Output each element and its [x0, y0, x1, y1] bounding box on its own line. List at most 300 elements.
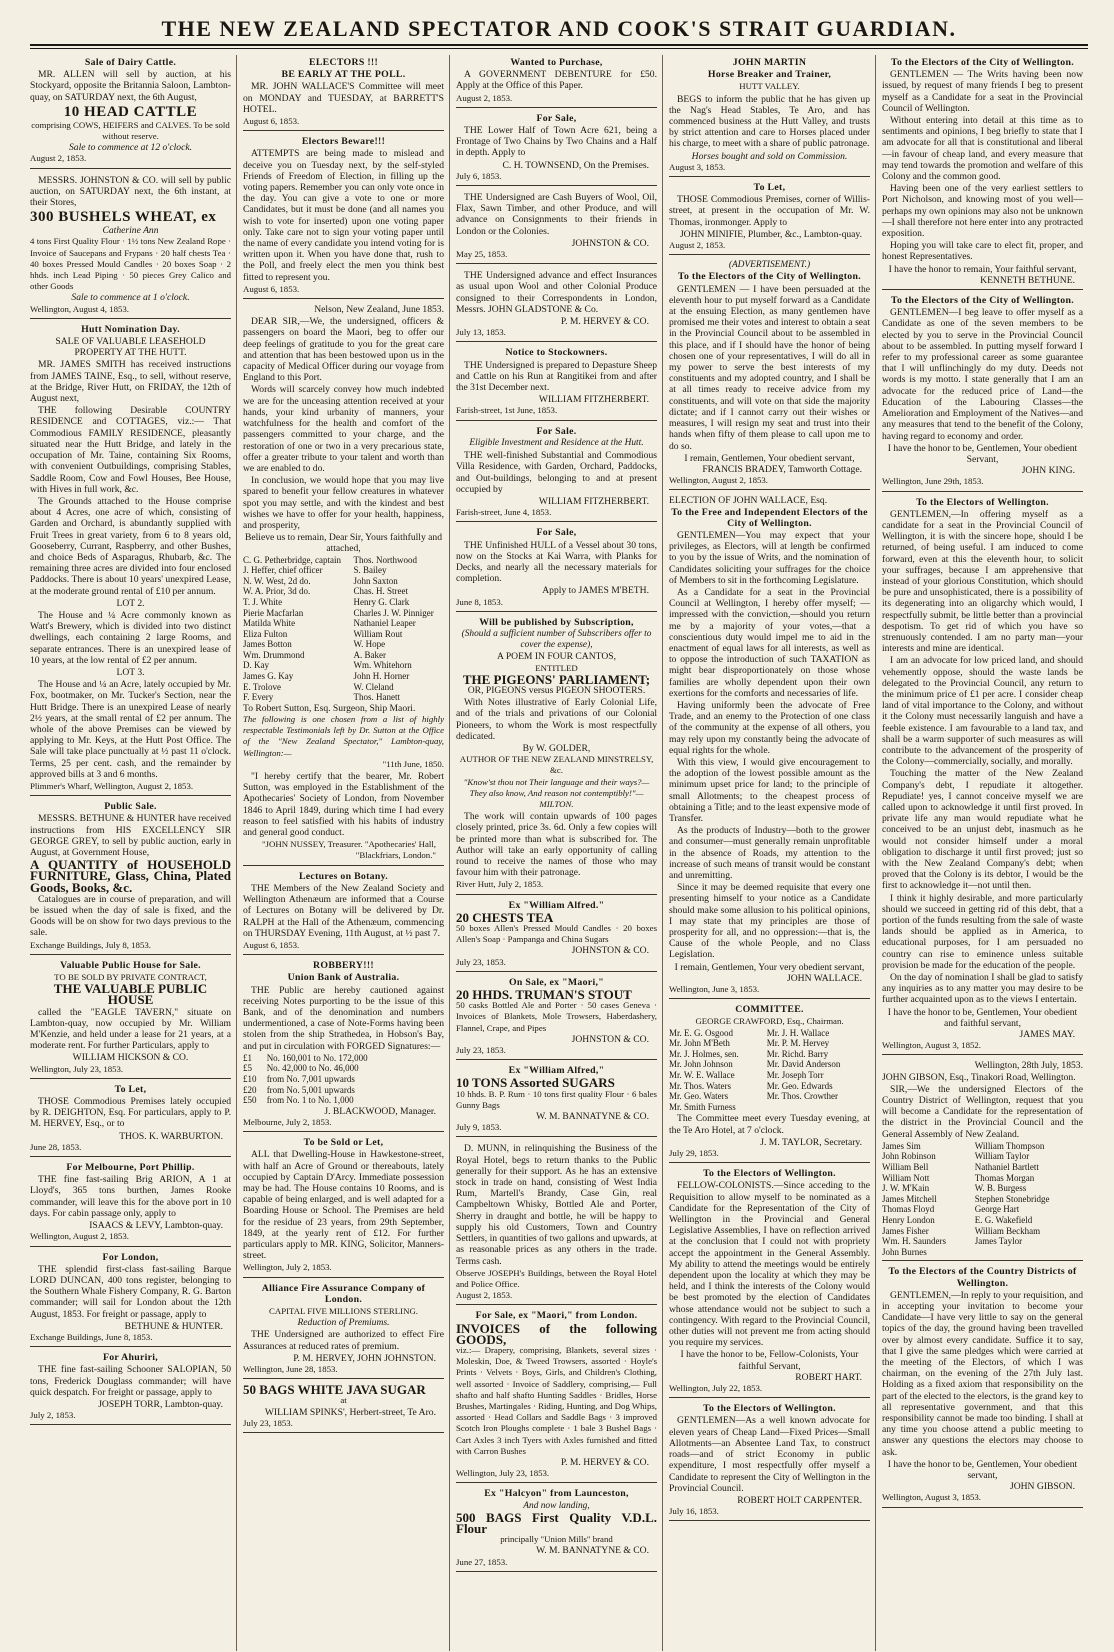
ad-signature: WILLIAM FITZHERBERT. — [538, 495, 649, 507]
ad-carpenter — [669, 1401, 870, 1521]
ad-body: THE well-finished Substantial and Commodious Villa Residence, with Garden, Orchard, Paddocks, and Out-buildings, belonging to and at present occupied by — [456, 450, 657, 495]
committee-row — [669, 1028, 870, 1039]
ad-heading: To the Electors of Wellington. — [703, 1403, 836, 1415]
committee-row — [669, 1038, 870, 1049]
ad-date: Wellington, June 28, 1853. — [243, 1363, 338, 1374]
table-cell: Mr. David Anderson — [766, 1059, 841, 1070]
table-cell: Mr. Geo. Edwards — [766, 1080, 833, 1091]
ad-heading: Sale of Dairy Cattle. — [84, 57, 177, 68]
ad-subheading: Horse Breaker and Trainer, — [707, 69, 832, 81]
ad-display-line: 50 BAGS WHITE JAVA SUGAR — [243, 1382, 426, 1398]
table-cell: Mr. J. H. Wallace — [766, 1027, 830, 1038]
ad-date: Wellington, August 2, 1853. — [669, 475, 768, 486]
ad-testimonial — [243, 302, 444, 866]
ad-date: July 6, 1853. — [456, 170, 502, 181]
ad-display-line: 20 HHDS. TRUMAN'S STOUT — [456, 987, 632, 1003]
ad-title: SALE OF VALUABLE LEASEHOLD PROPERTY AT THE HUTT. — [55, 336, 206, 359]
note-row — [243, 1074, 444, 1085]
masthead-rule — [30, 44, 1088, 49]
ad-body: DEAR SIR,—We, the undersigned, officers & passengers on board the Maori, beg to offer our deep feelings of gratitude to you for the great care and attention that has been bestowed upon us in the capacity of Medical Officer during our voyage from England to this Port. — [243, 316, 444, 384]
ad-lot: LOT 3. — [116, 666, 145, 678]
elector-row — [882, 1194, 1083, 1205]
ad-date: Farish-street, 1st June, 1853. — [456, 405, 558, 416]
ad-dairy-cattle — [30, 55, 231, 169]
signatory-row — [243, 650, 444, 661]
ad-body: As the products of Industry—both to the grower and consumer—must generally remain unprofitable in the absence of Roads, my attention to the increase of such means of transit would be constant and unremitting. — [669, 825, 870, 882]
table-cell — [975, 1247, 1083, 1258]
table-cell: John Robinson — [882, 1151, 936, 1162]
ad-heading: To be Sold or Let, — [303, 1137, 384, 1149]
ad-date: August 6, 1853. — [243, 939, 300, 950]
ad-title: THE PIGEONS' PARLIAMENT; — [462, 671, 651, 687]
ad-insurances — [456, 267, 657, 342]
ad-body: THE fine fast-sailing Schooner SALOPIAN, 50 tons, Frederick Douglass commander; will have quick despatch. For freight or passage, apply to — [30, 1364, 231, 1398]
table-cell: William Bell — [882, 1162, 929, 1173]
ad-heading: Alliance Fire Assurance Company of London. — [261, 1282, 426, 1305]
ad-body: The House and ¼ Acre commonly known as Watt's Brewery, which is divided into two distinct dwellings, each containing 2 large Rooms, and separate entrances. There is an unexpired lease of 10 years, at the low rental of £2 per annum. — [30, 609, 231, 666]
ad-town-acre — [456, 111, 657, 186]
ad-electors — [243, 55, 444, 131]
ad-subheading: CAPITAL FIVE MILLIONS STERLING. — [269, 1305, 418, 1316]
ad-signature: FRANCIS BRADEY, Tamworth Cottage. — [702, 463, 862, 475]
table-cell: £5 — [243, 1063, 252, 1074]
ad-body: Hoping you will take care to elect fit, proper, and honest Representatives. — [882, 240, 1083, 263]
ad-public-sale — [30, 799, 231, 955]
ad-sugars — [456, 1063, 657, 1137]
ad-heading: COMMITTEE. — [735, 1004, 804, 1016]
ad-date: July 9, 1853. — [456, 1122, 502, 1133]
ad-signature: KENNETH BETHUNE. — [980, 274, 1075, 286]
ad-ahuriri-ship — [30, 1350, 231, 1425]
signatory-row — [243, 597, 444, 608]
signatory-row — [243, 608, 444, 619]
ad-closing: I have the honor to remain, Your faithful servant, — [888, 263, 1077, 275]
ad-heading: Ex "Halcyon" from Launceston, — [484, 1488, 629, 1500]
ad-wallace — [669, 493, 870, 999]
table-cell: T. J. White — [243, 596, 283, 607]
ad-note: Horses bought and sold on Commission. — [691, 150, 848, 162]
ad-hart — [669, 1166, 870, 1398]
ad-heading: ELECTORS !!! — [308, 57, 379, 68]
ad-date: Wellington, July 23, 1853. — [30, 1063, 124, 1074]
ad-display-line: A QUANTITY of HOUSEHOLD FURNITURE, Glass, China, Plated Goods, Books, &c. — [30, 857, 231, 895]
ad-body: THE following Desirable COUNTRY RESIDENCE and COTTAGES, viz.:— That Commodious FAMILY RESIDENCE, pleasantly situated near the Hutt Bridge, and lately in the occupation of Mr. Taine, containing Six Rooms, with convenient Outbuildings, comprising Stables, Saddle Room, Cow and Fowl Houses, Bee House, with Hives in full work, &c. — [30, 405, 231, 495]
ad-bethune — [882, 55, 1083, 290]
table-cell: James Fisher — [882, 1225, 929, 1236]
ad-goods — [456, 1308, 657, 1483]
table-cell: Mr. Thos. Waters — [669, 1080, 731, 1091]
ad-date: August 6, 1853. — [243, 283, 300, 294]
table-cell: F. Every — [243, 692, 274, 703]
ad-heading: Public Sale. — [104, 801, 157, 813]
ad-addressee: To Robert Sutton, Esq. Surgeon, Ship Maori. — [243, 702, 416, 714]
ad-closing: I remain, Gentlemen, Your very obedient servant, — [674, 961, 865, 973]
ad-gibson-requisition — [882, 1058, 1083, 1261]
ad-horse-breaker — [669, 55, 870, 177]
ad-body: With Notes illustrative of Early Colonial Life, and of the trials and privations of our Colonial Pioneers, to whom the Work is most respectfully dedicated. — [456, 697, 657, 742]
ad-body: GENTLEMEN — I have been persuaded at the eleventh hour to put myself forward as a Candidate at the ensuing Election, as many gentlemen have promised me their votes and interest to obtain a seat in the Provincial Council about to be assembled in this place, and if I should have the honor of being chosen one of your representatives, I will do all in my power to serve the best interests of my constituents and my adopted country, and I shall be at all times ready to receive advice from my constituents, and will vote on that side the majority dictate; and if I cannot carry out their wishes or measures, I will resign my seat and trust into their hands when fifty of them please to call upon me to do so. — [669, 283, 870, 452]
ad-date: Melbourne, July 2, 1853. — [243, 1116, 332, 1127]
ad-signature: ROBERT HART. — [795, 1371, 862, 1383]
committee-row — [669, 1081, 870, 1092]
ad-stockowners — [456, 345, 657, 420]
ad-body: MESSRS. BETHUNE & HUNTER have received instructions from HIS EXCELLENCY SIR GEORGE GREY, to sell by public auction, early in August, at Government House, — [30, 813, 231, 858]
table-cell: W. A. Prior, 3d do. — [243, 586, 311, 597]
table-cell: from No. 1 to No. 1,000 — [266, 1095, 354, 1106]
ad-body: Catalogues are in course of preparation, and will be issued when the day of sale is fixed, and the Goods will be on show for two days previous to the sale. — [30, 893, 231, 939]
ad-body: THE Public are hereby cautioned against receiving Notes purporting to be the issue of this Bank, and of the denomination and numbers undermentioned, a case of Note-Forms having been stolen from the ship Strathedea, in Hobson's Bay, and put in circulation with FORGED Signatures:— — [243, 984, 444, 1052]
ad-text: principally "Union Mills" brand — [500, 1534, 613, 1545]
ad-author-note: AUTHOR OF THE NEW ZEALAND MINSTRELSY, &c. — [459, 754, 654, 776]
ad-body: THE Undersigned advance and effect Insurances as usual upon Wool and other Colonial Produce consigned to their Correspondents in London, Messrs. JOHN GLADSTONE & Co. — [456, 270, 657, 315]
table-cell: Thomas Floyd — [882, 1204, 935, 1215]
ad-subheading: Reduction of Premiums. — [297, 1317, 390, 1329]
ad-body: Touching the matter of the New Zealand Company's debt, I repudiate it altogether. Repudiate! yes, I cannot conceive myself we are called upon to acknowledge it until first proved. In private life any man would repudiate what he conceived to be an unjust debt, inasmuch as he would not consider himself under a moral obligation to discharge it until first proved; just so with the New Zealand Company's debt; when proved that the Colony is its debtor, I would be the first to acknowledge it—not until then. — [882, 768, 1083, 892]
ad-heading: For Sale. — [536, 425, 577, 437]
ad-signature: W. M. BANNATYNE & CO. — [536, 1545, 649, 1557]
note-row — [243, 1053, 444, 1064]
table-cell: Mr. Thos. Crowther — [766, 1091, 839, 1102]
ad-date: June 27, 1853. — [456, 1556, 508, 1567]
ad-subheading: BE EARLY AT THE POLL. — [281, 69, 406, 81]
ad-heading: For London, — [102, 1251, 159, 1263]
columns — [30, 55, 1088, 1651]
ad-body: On the day of nomination I shall be glad to satisfy any inquiries as to any matter you may desire to be further acquainted upon as to the views I entertain. — [882, 972, 1083, 1006]
ad-date: Wellington, August 3, 1853. — [882, 1492, 981, 1503]
ad-closing: Believe us to remain, Dear Sir, Yours faithfully and attached, — [244, 532, 443, 555]
table-cell: Mr. P. M. Hervey — [766, 1038, 830, 1049]
ad-date: Wellington, June 29th, 1853. — [882, 476, 984, 487]
ad-body: SIR,—We the undersigned Electors of the Country District of Wellington, request that you will become a Candidate for the representation of the district in the Provincial Council and the General Assembly of New Zealand. — [882, 1083, 1083, 1140]
ad-display-line: THE VALUABLE PUBLIC HOUSE — [53, 981, 208, 1008]
ad-signature: JAMES MAY. — [1019, 1029, 1075, 1041]
table-cell: E. Trolove — [243, 681, 282, 692]
ad-signature: JOHNSTON & CO. — [571, 237, 649, 249]
ad-king — [882, 293, 1083, 491]
ad-body: THE Lower Half of Town Acre 621, being a Frontage of Two Chains by Two Chains and a Half in depth. Apply to — [456, 125, 657, 159]
table-cell: Eliza Fulton — [243, 628, 288, 639]
ad-date: Plimmer's Wharf, Wellington, August 2, 1853. — [30, 780, 194, 791]
ad-heading: JOHN MARTIN — [732, 57, 807, 68]
ad-heading: For Ahuriri, — [102, 1352, 159, 1364]
ad-date: Wellington, August 3, 1852. — [882, 1040, 981, 1051]
ad-signature: WILLIAM HICKSON & CO. — [72, 1052, 189, 1064]
ad-body: ATTEMPTS are being made to mislead and deceive you on Tuesday next, by the self-styled Friends of Freedom of Election, in filling up the voting papers. Remember you can only vote once in the day. You can give a vote to one or more Candidates, but it must be done (and all names you wish to vote for inserted) upon one voting paper only. Take care not to sign your voting paper until the name of every candidate you intend voting for is written upon it. When you have done that, rush to the Poll, and freely elect the men you think best fitted to represent you. — [243, 148, 444, 283]
ad-body: MR. ALLEN will sell by auction, at his Stockyard, opposite the Britannia Saloon, Lambton-quay, on SATURDAY next, the 6th August, — [30, 69, 231, 103]
ad-heading: For Sale, — [536, 527, 577, 539]
table-cell: Mr. Richd. Barry — [766, 1048, 829, 1059]
ad-heading: To the Electors of the City of Wellington. — [678, 271, 861, 283]
table-cell: John Burnes — [882, 1246, 927, 1257]
ad-ship: Catherine Ann — [102, 225, 159, 237]
ad-body: The Grounds attached to the House comprise about 4 Acres, one acre of which, consisting of Garden and Orchard, is abundantly supplied with Fruit Trees in great variety, from 6 to 8 years old, Gooseberry, Currant, Raspberry, and other Bushes, and choice Beds of Asparagus, Rhubarb, &c. The remaining three acres are divided into four enclosed Paddocks. There is about 10 years' unexpired Lease, at the moderate ground rental of £10 per annum. — [30, 495, 231, 597]
ad-addressee: JOHN GIBSON, Esq., Tinakori Road, Wellington. — [882, 1071, 1076, 1083]
ad-heading: To Let, — [753, 182, 786, 194]
table-cell: Pierie Macfarlan — [243, 607, 304, 618]
ad-heading: Wanted to Purchase, — [510, 57, 603, 68]
ad-body: Having been one of the very earliest settlers to Port Nicholson, and knowing most of you well—perhaps my own opinions may also not be unknown—I shall therefore not here enter into any protracted exposition. — [882, 183, 1083, 240]
ad-title: A POEM IN FOUR CANTOS, — [497, 651, 616, 663]
ad-body: THOSE Commodious Premises, corner of Willis-street, at present in the occupation of Mr. W. Thomas, ironmonger. Apply to — [669, 194, 870, 228]
elector-row — [882, 1183, 1083, 1194]
signatory-row — [243, 565, 444, 576]
ad-lot: LOT 2. — [116, 597, 145, 609]
ad-heading: Valuable Public House for Sale. — [60, 959, 201, 971]
ad-display-line: 10 HEAD CATTLE — [63, 103, 198, 120]
ad-to-let — [30, 1082, 231, 1157]
ad-cash-buyers — [456, 189, 657, 264]
ad-date: July 16, 1853. — [669, 1506, 719, 1517]
ad-display-line: 500 BAGS First Quality V.D.L. Flour — [456, 1509, 657, 1536]
ad-date: River Hutt, July 2, 1853. — [456, 879, 544, 890]
ad-body: MR. JAMES SMITH has received instructions from JAMES TAINE, Esq., to sell, without reserve, at the Bridge, River Hutt, on FRIDAY, the 12th of August next, — [30, 359, 231, 405]
ad-signature: ROBERT HOLT CARPENTER. — [737, 1494, 862, 1506]
ad-signature: P. M. HERVEY, JOHN JOHNSTON. — [293, 1352, 436, 1364]
elector-row — [882, 1151, 1083, 1162]
ad-author: By W. GOLDER, — [522, 742, 591, 754]
ad-signature: J. BLACKWOOD, Manager. — [324, 1105, 436, 1117]
signatory-row — [243, 660, 444, 671]
ad-heading: Ex "William Alfred." — [508, 899, 605, 911]
ad-body: Without entering into detail at this time as to sentiments and opinions, I beg briefly to state that I am advocate for all that is constitutional and liberal—in favour of cheap land, and every measure that may tend towards the promotion and welfare of this Colony and the common good. — [882, 115, 1083, 183]
ad-body: In conclusion, we would hope that you may live spared to benefit your fellow creatures in whatever spot you may settle, and with the kindest and best wishes we have to offer for your health, happiness, and prosperity, — [243, 475, 444, 531]
elector-row — [882, 1204, 1083, 1215]
ad-flour — [456, 1486, 657, 1571]
ad-body: Having uniformly been the advocate of Free Trade, and an enemy to the Protection of one class of the community at the expense of all others, you may rely upon my constantly being the advocate of equal rights for the whole. — [669, 699, 870, 756]
ad-heading: To the Electors of the City of Wellington. — [891, 295, 1074, 307]
ad-body: As a Candidate for a seat in the Provincial Council at Wellington, I hereby offer myself; —impressed with the conviction,—should you return me by a majority of your votes,—that a conscientious duty would impel me to aid in the enactment of equal laws for all interests, as well as to oppose the introduction of such TAXATION as might bear disproportionately on those whose families are wholly dependent upon their own exertions for the comforts and necessaries of life. — [669, 586, 870, 699]
table-cell — [767, 1102, 870, 1113]
ad-body: THE Undersigned is prepared to Depasture Sheep and Cattle on his Run at Rangitikei from and after the 31st December next. — [456, 359, 657, 394]
table-cell: Mr. E. G. Osgood — [669, 1027, 734, 1038]
table-cell: £20 — [243, 1084, 257, 1095]
ad-date: August 6, 1853. — [243, 116, 300, 127]
column-3 — [456, 55, 663, 1651]
table-cell: J. W. M'Kain — [882, 1183, 930, 1194]
ad-date: August 2, 1853. — [669, 240, 726, 251]
ad-date: Wellington, August 2, 1853. — [30, 1231, 129, 1242]
ad-body: The work will contain upwards of 100 pages closely printed, price 3s. 6d. Only a few copies will be printed more than what is subscribed for. The Author will take an early opportunity of calling round to receive the names of those who may favour him with their patronage. — [456, 811, 657, 879]
column-4 — [669, 55, 876, 1651]
ad-body: I am an advocate for low priced land, and should vehemently oppose, should the waste lands be delegated to the Provincial Council, any return to the minimum price of £1 per acre. I consider cheap land of vital importance to the Colony, and without it the Colony must necessarily languish and have a feeble existence. I am favourable to a land tax, and shall be a warm supporter of such measures as will contribute to the advancement of the prosperity of the Colony—commercially, socially, and morally. — [882, 655, 1083, 768]
ad-list: 50 boxes Allen's Pressed Mould Candles · 20 boxes Allen's Soap · Pampanga and China Sugars — [456, 923, 657, 945]
ad-signature: WILLIAM SPINKS', Herbert-street, Te Aro. — [264, 1406, 436, 1418]
note-row — [243, 1063, 444, 1074]
table-cell: John H. Horner — [353, 671, 410, 682]
ad-note: The following is one chosen from a list of highly respectable Testimonials left by Dr. Sutton at the Office of the "New Zealand Spectator," Lambton-quay, Wellington:— — [243, 714, 444, 758]
table-cell: J. Heffer, chief officer — [243, 565, 323, 576]
ad-note: Sale to commence at 12 o'clock. — [69, 142, 192, 154]
note-row — [243, 1095, 444, 1106]
table-cell: from No. 5,001 upwards — [266, 1084, 355, 1095]
table-cell: No. 42,000 to No. 46,000 — [266, 1063, 359, 1074]
ad-date: May 25, 1853. — [456, 249, 508, 260]
ad-vessel-hull — [456, 525, 657, 611]
ad-display-line: INVOICES of the following GOODS, — [456, 1320, 657, 1347]
ad-electors-beware — [243, 134, 444, 299]
table-cell: William Beckham — [974, 1225, 1041, 1236]
ad-subheading: Eligible Investment and Residence at the Hutt. — [469, 437, 644, 448]
signatory-row — [243, 639, 444, 650]
table-cell: Thos. Hanett — [353, 692, 400, 703]
ad-display-line: 300 BUSHELS WHEAT, ex — [30, 209, 217, 226]
ad-title: OR, PIGEONS versus PIGEON SHOOTERS. — [467, 684, 646, 696]
elector-row — [882, 1215, 1083, 1226]
ad-date: Exchange Buildings, July 8, 1853. — [30, 939, 151, 950]
table-cell: £10 — [243, 1073, 257, 1084]
ad-hutt-property — [30, 322, 231, 796]
ad-heading: To the Electors of Wellington. — [703, 1168, 836, 1180]
table-cell: Thomas Morgan — [974, 1172, 1035, 1183]
ad-date: Wellington, July 22, 1853. — [669, 1383, 763, 1394]
ad-signature: WILLIAM FITZHERBERT. — [538, 394, 649, 406]
ad-body: BEGS to inform the public that he has given up the Nag's Head Stables, Te Aro, and has commenced business at the Hutt Valley, and trusts by strict attention and care to Horses placed under his charge, to meet with a share of public patronage. — [669, 93, 870, 150]
ad-body: THE Unfinished HULL of a Vessel about 30 tons, now on the Stocks at Kai Warra, with Planks for Decks, and nearly all the necessary materials for completion. — [456, 539, 657, 585]
ad-subheading: And now landing, — [523, 1500, 590, 1511]
ad-heading: ROBBERY!!! — [313, 960, 374, 972]
signatory-row — [243, 586, 444, 597]
ad-date: Wellington, June 3, 1853. — [669, 984, 760, 995]
table-cell: James Taylor — [974, 1236, 1023, 1247]
notes-table — [243, 1053, 444, 1106]
elector-row — [882, 1247, 1083, 1258]
ad-signature: JOHN GIBSON. — [1009, 1481, 1075, 1493]
ad-date: Wellington, July 23, 1853. — [456, 1468, 550, 1479]
ad-list: comprising COWS, HEIFERS and CALVES. To be sold without reserve. — [31, 119, 230, 142]
ad-body: "I hereby certify that the bearer, Mr. Robert Sutton, was employed in the Establishment of the Apothecaries' Society of London, from November 1846 to April 1849, during which time I had every reason to feel satisfied with his habits of industry and general good conduct. — [243, 771, 444, 839]
ad-body: GENTLEMEN—As a well known advocate for eleven years of Cheap Land—Fixed Prices—Small Allotments—an Absentee Land Tax, to construct roads—and of strict Economy in public expenditure, I most respectfully offer myself a Candidate to represent the City of Wellington in the Provincial Council. — [669, 1415, 870, 1494]
ad-date: Farish-street, June 4, 1853. — [456, 507, 552, 518]
ad-may — [882, 495, 1083, 1056]
table-cell: William Taylor — [974, 1151, 1030, 1162]
ad-body: THOSE Commodious Premises lately occupied by R. DEIGHTON, Esq. For particulars, apply to P. M. HERVEY, Esq., or to — [30, 1096, 231, 1130]
table-cell: Nathaniel Leaper — [353, 618, 416, 629]
table-cell: £1 — [243, 1052, 252, 1063]
ad-signature: P. M. HERVEY & CO. — [560, 316, 649, 328]
ad-heading: Will be published by Subscription, — [479, 616, 634, 628]
ad-signature: THOS. K. WARBURTON. — [119, 1130, 223, 1142]
signatory-row — [243, 618, 444, 629]
ad-body: Since it may be deemed requisite that every one presenting himself to your notice as a Candidate should make some allusion to his political opinions, I may state that my principles are those of prosperity for all, and no oppression:—that is, the Cause of the whole People, and no Class Legislation. — [669, 882, 870, 961]
ad-heading: Lectures on Botany. — [298, 870, 389, 882]
ad-date: July 13, 1853. — [456, 327, 506, 338]
committee-table — [669, 1028, 870, 1113]
table-cell: Mr. John Johnson — [669, 1059, 733, 1070]
table-cell: Wm. Whitehorn — [353, 660, 412, 671]
ad-date: July 23, 1853. — [456, 1045, 506, 1056]
ad-heading: To the Electors of the Country Districts of Wellington. — [888, 1266, 1077, 1289]
ad-stout — [456, 975, 657, 1060]
table-cell: William Thompson — [974, 1140, 1045, 1151]
ad-date: July 23, 1853. — [456, 956, 506, 967]
masthead: THE NEW ZEALAND SPECTATOR AND COOK'S STRAIT GUARDIAN. — [161, 16, 957, 41]
ad-body: ALL that Dwelling-House in Hawkestone-street, with half an Acre of Ground or thereabouts, lately occupied by Captain D'Arcy. Immediate possession may be had. The House contains 10 Rooms, and is capable of being enlarged, and is well adapted for a Boarding House or School. The Premises are held for the residue of 23 years, from 29th September, 1849, at the yearly rent of £12. For further particulars apply to MR. KING, Solicitor, Manners-street. — [243, 1149, 444, 1262]
ad-signature: "JOHN NUSSEY, Treasurer. "Apothecaries' Hall, "Blackfriars, London." — [261, 839, 436, 861]
ad-body: GENTLEMEN—I beg leave to offer myself as a Candidate as one of the seven members to be elected by you to serve in the Provincial Council about to be assembled. In putting myself forward I refer to my professional career as some guarantee that I will unflinchingly do my duty. Deeds not words is my motto. I state generally that I am an advocate for the reduced price of Land—the Education of the Labouring Classes—the Amelioration and Employment of the Natives—and any measures that tend to the benefit of the Colony, having regard to economy and order. — [882, 307, 1083, 442]
ad-tea — [456, 898, 657, 972]
ad-london-ship — [30, 1250, 231, 1348]
ad-body: FELLOW-COLONISTS.—Since acceding to the Requisition to allow myself to be nominated as a Candidate for the Representation of the City of Wellington in the Provincial and General Legislative Assemblies, I have on reflection arrived at the conclusion that I could not with propriety accept the appointment in the General Assembly. My ability to attend the meetings would be entirely dependent upon the locality at which they may be held, and I think the interests of the Colony would be best promoted by the election of Candidates whose attendance would not be subject to such a contingency. With regard to the Provincial Council, other duties will not prevent me from acting should you require my services. — [669, 1180, 870, 1349]
signatory-row — [243, 576, 444, 587]
ad-signature: Apply to JAMES M'BETH. — [542, 585, 649, 597]
ad-signature: J. M. TAYLOR, Secretary. — [760, 1136, 862, 1148]
ad-date: "11th June, 1850. — [382, 758, 444, 769]
committee-row — [669, 1070, 870, 1081]
ad-body: The House and ¼ an Acre, lately occupied by Mr. Fox, bootmaker, on Mr. Tucker's Section, near the Hutt Bridge. There is an unexpired Lease of nearly 2½ years, at the small rental of £2 per annum. The whole of the above Premises can be viewed by applying to Mr. Keys, at the Hutt Post Office. The Sale will take place punctually at ½ past 11 o'clock. Terms, 25 per cent. cash, and the remainder by approved bills at 3 and 6 months. — [30, 679, 231, 780]
table-cell: Mr. J. Holmes, sen. — [669, 1048, 739, 1059]
ad-heading: Hutt Nomination Day. — [81, 323, 180, 335]
ad-chairman: GEORGE CRAWFORD, Esq., Chairman. — [695, 1016, 844, 1027]
ad-melbourne-ship — [30, 1160, 231, 1246]
table-cell: Mr. John M'Beth — [669, 1038, 730, 1049]
ad-date: August 2, 1853. — [456, 1290, 513, 1301]
committee-row — [669, 1059, 870, 1070]
ad-subheading: Union Bank of Australia. — [287, 972, 400, 984]
table-cell: N. W. West, 2d do. — [243, 575, 311, 586]
table-cell: Thos. Northwood — [353, 554, 417, 565]
table-cell: John Saxton — [353, 575, 398, 586]
column-2 — [243, 55, 450, 1651]
table-cell: D. Kay — [243, 660, 269, 671]
table-cell: E. G. Wakefield — [974, 1215, 1033, 1226]
ad-date: August 3, 1853. — [669, 161, 726, 172]
ad-body: called the "EAGLE TAVERN," situate on Lambton-quay, now occupied by Mr. William M'Kenzie, and held under a lease for 21 years, at a moderate rent. For further Particulars, apply to — [30, 1006, 231, 1052]
signatories-table — [243, 555, 444, 703]
ad-bradey — [669, 258, 870, 490]
ad-list: viz.:— Drapery, comprising, Blankets, several sizes · Moleskin, Doe, & Tweed Trowsers, assorted · Hoyle's Prints · Velvets · Boys, Girls, and Children's Clothing, well assorted · Invoice of Saddlery, comprising,— Full shafto and half shafto Hunting Saddles · Bridles, Horse Brushes, Martingales · Riding, Hunting, and Dog Whips, assorted · Head Collars and Saddle Bags · 3 improved Scotch Iron Ploughs complete · 1 bale 3 Bushel Bags · Cart Axles 3 inch Tyers with Axles furnished and fitted with Carron Bushes — [456, 1344, 657, 1456]
ad-body: THE Undersigned are authorized to effect Fire Assurances at reduced rates of premium. — [243, 1329, 444, 1352]
ad-date: July 23, 1853. — [243, 1417, 293, 1428]
table-cell: Stephen Stonebridge — [974, 1193, 1050, 1204]
ad-poem — [456, 615, 657, 895]
ad-signature: W. M. BANNATYNE & CO. — [536, 1111, 649, 1123]
ad-body: THE splendid first-class fast-sailing Barque LORD DUNCAN, 400 tons register, belonging to the Southern Whale Fishery Company, R. G. Barton commander; will sail for London about the 12th August, 1853. For freight or passage, apply to — [30, 1263, 231, 1320]
table-cell: W. Hope — [353, 639, 386, 650]
ad-fire-assurance — [243, 1281, 444, 1380]
ad-body: GENTLEMEN,—In reply to your requisition, and in accepting your invitation to become your Candidate—I have very little to say on the general topics of the day, the ground having been travelled over by almost every candidate. Suffice it to say, that I give the same pledges which were carried at the meeting of the Electors, of which I was chairman, on the evening of the 27th July last. Holding as a fixed axiom that responsibility on the part of the elected to the electors, is the grand key to all representative government, and that this responsibility cannot be made too binding. I shall at any time you choose attend a public meeting to answer any questions the electors may choose to ask. — [882, 1289, 1083, 1458]
ad-date: July 29, 1853. — [669, 1148, 719, 1159]
ad-body: With this view, I would give encouragement to the adoption of the lowest possible amount as the minimum upset price for land; to the principle of small Allotments; to the cheapest process of obtaining a Title; and to the least expensive mode of Transfer. — [669, 756, 870, 824]
ad-list: 50 casks Bottled Ale and Porter · 50 cases Geneva · Invoices of Blankets, Mole Trowsers, Haberdashery, Flannel, Crape, and Pipes — [456, 1000, 657, 1033]
electors-table — [882, 1141, 1083, 1258]
ad-body: THE fine fast-sailing Brig ARION, A 1 at Lloyd's, 365 tons burthen, James Rooke commander, will leave this for the above port in 10 days. For cabin passage only, apply to — [30, 1174, 231, 1219]
ad-date: August 2, 1853. — [456, 92, 513, 103]
column-1 — [30, 55, 237, 1651]
ad-heading: To the Free and Independent Electors of the City of Wellington. — [671, 506, 868, 529]
ad-heading: On Sale, ex "Maori," — [509, 976, 604, 988]
ad-java-sugar — [243, 1382, 444, 1433]
note-row — [243, 1085, 444, 1096]
ad-subheading: HUTT VALLEY. — [739, 81, 800, 92]
ad-title: ENTITLED — [535, 662, 578, 673]
ad-body: The Committee meet every Tuesday evening, at the Te Aro Hotel, at 7 o'clock. — [669, 1113, 870, 1136]
table-cell: Mr. Geo. Waters — [669, 1091, 729, 1102]
ad-heading: To Let, — [114, 1083, 147, 1095]
table-cell: A. Baker — [353, 649, 386, 660]
ad-place: Wellington, 28th July, 1853. — [974, 1060, 1083, 1072]
ad-wheat — [30, 172, 231, 319]
table-cell: Henry London — [882, 1215, 935, 1226]
column-5 — [882, 55, 1088, 1651]
ad-signature: JOHN WALLACE. — [787, 972, 862, 984]
ad-note: Observe JOSEPH's Buildings, between the Royal Hotel and Police Office. — [456, 1267, 657, 1289]
signatory-row — [243, 629, 444, 640]
ad-date: June 28, 1853. — [30, 1141, 82, 1152]
ad-place: Nelson, New Zealand, June 1853. — [314, 304, 444, 316]
ad-body: THE Undersigned are Cash Buyers of Wool, Oil, Flax, Sawn Timber, and other Produce, and will advance on Consignments to their friends in London or the Colonies. — [456, 192, 657, 237]
ad-body: Words will scarcely convey how much indebted we are for the unceasing attention received at your hands, your kind urbanity of manners, your watchfulness for the health and comfort of the passengers committed to your charge, and the restoration of one or two in a very precarious state, offer a greater tribute to your talent and worth than we are enabled to do. — [243, 384, 444, 474]
table-cell: S. Bailey — [353, 565, 387, 576]
